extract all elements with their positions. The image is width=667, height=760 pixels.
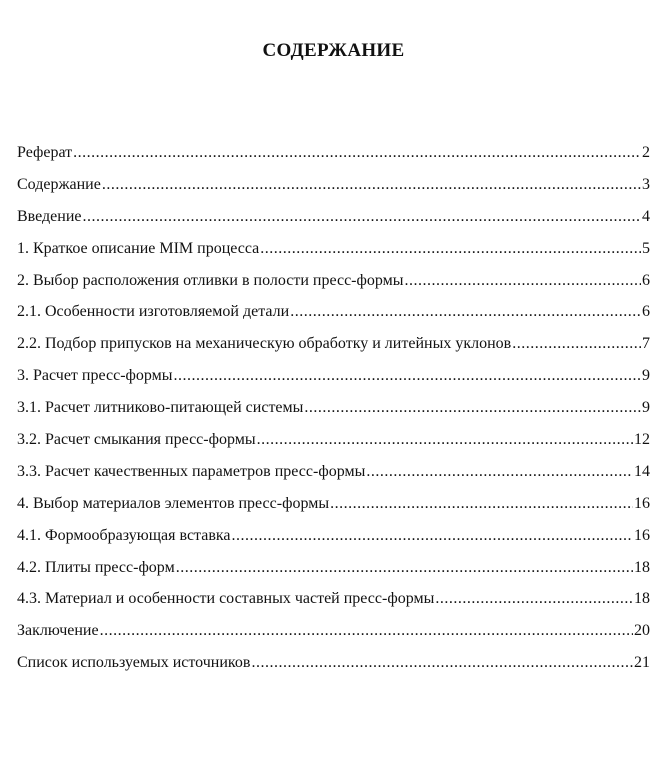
toc-entry-label: Список используемых источников: [17, 654, 251, 672]
toc-entry-page: 12: [634, 431, 650, 448]
toc-entry-page: 16: [634, 526, 650, 544]
toc-entry-label: 2. Выбор расположения отливки в полости пресс-формы: [17, 271, 404, 289]
toc-entry-label: 2.2. Подбор припусков на механическую обработку и литейных уклонов: [17, 335, 512, 353]
toc-entry-page: 4: [642, 207, 650, 225]
toc-leader-dots: [405, 265, 642, 297]
toc-entry-label: Содержание: [17, 175, 101, 193]
toc-leader-dots: [102, 169, 641, 201]
toc-entry-label: 3.2. Расчет смыкания пресс-формы: [17, 431, 256, 448]
toc-leader-dots: [176, 552, 633, 584]
toc-entry-label: 4.3. Материал и особенности составных частей пресс-формы: [17, 590, 435, 608]
toc-leader-dots: [232, 520, 633, 552]
toc-entry-label: 4.1. Формообразующая вставка: [17, 526, 231, 544]
toc-entry-page: 14: [634, 462, 650, 480]
toc-entry[interactable]: [17, 137, 650, 169]
toc-leader-dots: [435, 583, 633, 615]
toc-entry-page: 2: [642, 143, 650, 161]
toc-leader-dots: [290, 296, 641, 328]
toc-leader-dots: [330, 488, 633, 520]
toc-leader-dots: [83, 201, 642, 233]
toc-entry-label: Введение: [17, 207, 82, 225]
toc-entry-label: Заключение: [17, 622, 99, 640]
page-title: СОДЕРЖАНИЕ: [262, 40, 405, 61]
toc-entry-page: 6: [642, 303, 650, 321]
toc-entry-page: 9: [642, 399, 650, 417]
toc-entry-page: 7: [642, 335, 650, 353]
toc-leader-dots: [512, 328, 641, 360]
toc-entry[interactable]: [17, 615, 650, 647]
toc-leader-dots: [366, 456, 633, 488]
toc-entry-label: 3.3. Расчет качественных параметров пресс-формы: [17, 462, 366, 480]
toc-leader-dots: [251, 647, 633, 679]
toc-entry[interactable]: [17, 583, 650, 615]
toc-entry-page: 16: [634, 494, 650, 512]
toc-entry-page: 9: [642, 367, 650, 385]
toc-entry-label: 4.2. Плиты пресс-форм: [17, 558, 175, 576]
toc-entry-label: 1. Краткое описание MIM процесса: [17, 239, 260, 257]
toc-leader-dots: [100, 615, 633, 647]
toc-leader-dots: [304, 392, 641, 424]
toc-entry[interactable]: [17, 552, 650, 584]
toc-entry[interactable]: [17, 456, 650, 488]
toc-entry-label: Реферат: [17, 143, 73, 161]
toc-entry[interactable]: [17, 265, 650, 297]
toc-entry[interactable]: [17, 169, 650, 201]
table-of-contents: [17, 137, 650, 679]
toc-entry[interactable]: [17, 520, 650, 552]
toc-entry-page: 5: [642, 239, 650, 257]
toc-entry-page: 18: [634, 558, 650, 576]
toc-leader-dots: [73, 137, 641, 169]
toc-entry-page: 18: [634, 590, 650, 608]
toc-entry-page: 21: [634, 654, 650, 672]
toc-entry[interactable]: [17, 392, 650, 424]
toc-leader-dots: [260, 233, 641, 265]
toc-entry[interactable]: [17, 360, 650, 392]
toc-entry[interactable]: [17, 233, 650, 265]
toc-leader-dots: [257, 424, 633, 456]
toc-entry-label: 4. Выбор материалов элементов пресс-формы: [17, 494, 330, 512]
toc-entry[interactable]: [17, 488, 650, 520]
toc-entry-page: 20: [634, 622, 650, 640]
toc-entry[interactable]: [17, 328, 650, 360]
toc-entry-label: 3. Расчет пресс-формы: [17, 367, 173, 385]
toc-entry[interactable]: [17, 201, 650, 233]
toc-entry[interactable]: [17, 424, 650, 456]
toc-entry-page: 3: [642, 175, 650, 193]
toc-leader-dots: [174, 360, 641, 392]
toc-entry-label: 3.1. Расчет литниково-питающей системы: [17, 399, 304, 417]
toc-entry-label: 2.1. Особенности изготовляемой детали: [17, 303, 290, 321]
toc-entry[interactable]: [17, 647, 650, 679]
toc-entry-page: 6: [642, 271, 650, 289]
toc-entry[interactable]: [17, 296, 650, 328]
